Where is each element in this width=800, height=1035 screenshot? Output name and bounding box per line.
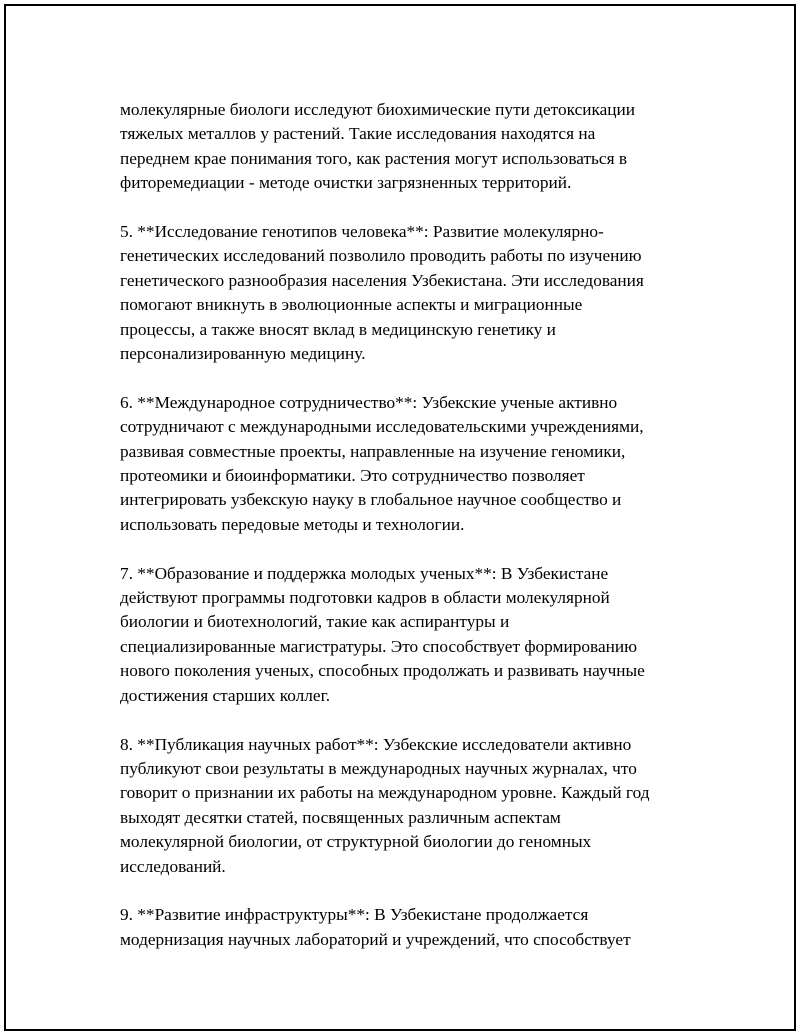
paragraph-item-8 xyxy=(120,733,700,879)
text-line: помогают вникнуть в эволюционные аспекты и миграционные xyxy=(120,295,583,315)
text-line: 6. **Международное сотрудничество**: Узбекские ученые активно xyxy=(120,392,618,412)
text-line: тяжелых металлов у растений. Такие исследования находятся на xyxy=(120,124,596,144)
paragraph-item-6 xyxy=(120,391,700,537)
text-line: 7. **Образование и поддержка молодых ученых**: В Узбекистане xyxy=(120,563,609,583)
text-line: переднем крае понимания того, как растения могут использоваться в xyxy=(120,148,628,168)
text-line: биологии и биотехнологий, такие как аспирантуры и xyxy=(120,612,510,632)
paragraph-continuation xyxy=(120,98,700,196)
text-line: генетических исследований позволило проводить работы по изучению xyxy=(120,246,642,266)
page-frame xyxy=(4,4,796,1031)
paragraph-item-7 xyxy=(120,562,700,708)
text-line: 9. **Развитие инфраструктуры**: В Узбекистане продолжается xyxy=(120,905,589,925)
text-line: использовать передовые методы и технологии. xyxy=(120,514,465,534)
text-line: сотрудничают с международными исследовательскими учреждениями, xyxy=(120,417,644,437)
text-line: фиторемедиации - методе очистки загрязненных территорий. xyxy=(120,173,572,193)
text-line: исследований. xyxy=(120,856,226,876)
text-line: молекулярной биологии, от структурной биологии до геномных xyxy=(120,832,592,852)
text-line: модернизация научных лабораторий и учреждений, что способствует xyxy=(120,929,631,949)
text-line: говорит о признании их работы на международном уровне. Каждый год xyxy=(120,783,650,803)
text-line: специализированные магистратуры. Это способствует формированию xyxy=(120,636,638,656)
text-line: публикуют свои результаты в международных научных журналах, что xyxy=(120,758,637,778)
text-line: 8. **Публикация научных работ**: Узбекские исследователи активно xyxy=(120,734,632,754)
text-line: нового поколения ученых, способных продолжать и развивать научные xyxy=(120,661,645,681)
text-line: действуют программы подготовки кадров в области молекулярной xyxy=(120,588,610,608)
text-line: протеомики и биоинформатики. Это сотрудничество позволяет xyxy=(120,466,585,486)
text-line: выходят десятки статей, посвященных различным аспектам xyxy=(120,807,561,827)
text-line: молекулярные биологи исследуют биохимические пути детоксикации xyxy=(120,100,636,119)
text-line: персонализированную медицину. xyxy=(120,344,366,364)
text-line: достижения старших коллег. xyxy=(120,685,331,705)
paragraph-item-5 xyxy=(120,220,700,366)
text-line: интегрировать узбекскую науку в глобальное научное сообщество и xyxy=(120,490,622,510)
text-line: процессы, а также вносят вклад в медицинскую генетику и xyxy=(120,319,556,339)
paragraph-item-9 xyxy=(120,903,700,952)
text-line: развивая совместные проекты, направленные на изучение геномики, xyxy=(120,441,626,461)
text-line: генетического разнообразия населения Узбекистана. Эти исследования xyxy=(120,270,644,290)
document-body xyxy=(120,98,700,952)
text-line: 5. **Исследование генотипов человека**: Развитие молекулярно- xyxy=(120,222,604,242)
